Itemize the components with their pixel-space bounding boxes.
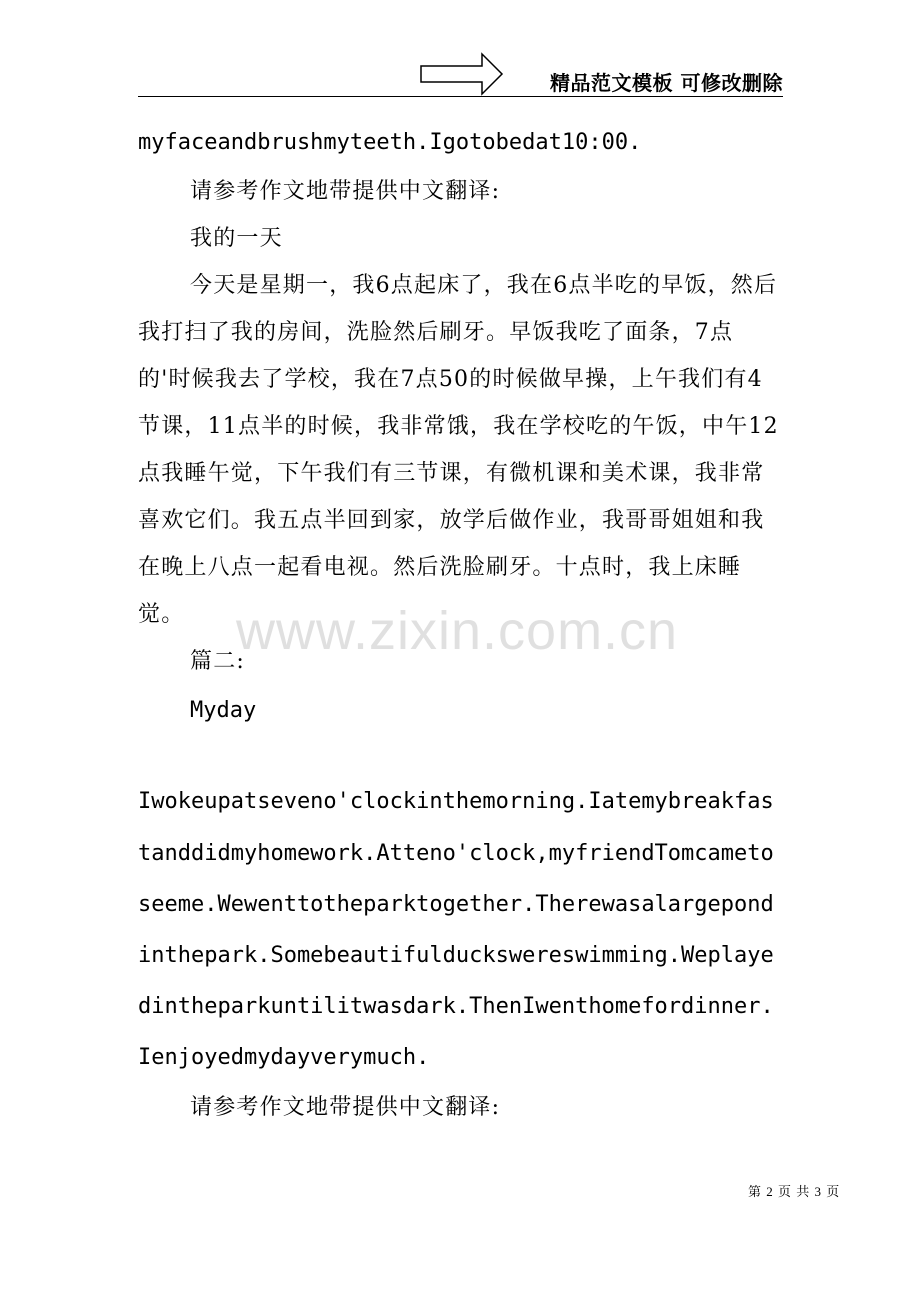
page-number: 第 2 页 共 3 页 xyxy=(748,1184,841,1199)
paragraph-gap xyxy=(138,736,783,776)
paragraph: Iwokeupatseveno'clockinthemorning.Iatemybreakfastanddidmyhomework.Atteno'clock,myfriendTomcametoseeme.Wewenttotheparktogether.Therewasalargepondinthepark.Somebeautifulduckswereswimming.Weplayedintheparkuntilitwasdark.ThenIwenthomefordinner.Ienjoyedmydayverymuch. xyxy=(138,789,774,1071)
paragraph: myfaceandbrushmyteeth.Igotobedat10:00. xyxy=(138,130,642,155)
paragraph: 我的一天 xyxy=(190,226,283,252)
paragraph: 请参考作文地带提供中文翻译: xyxy=(190,179,501,205)
paragraph: 今天是星期一，我6点起床了，我在6点半吃的早饭，然后我打扫了我的房间，洗脸然后刷牙。早饭我吃了面条，7点的'时候我去了学校，我在7点50的时候做早操，上午我们有4节课，11点半的时候，我非常饿，我在学校吃的午饭，中午12点我睡午觉，下午我们有三节课，有微机课和美术课，我非常喜欢它们。我五点半回到家，放学后做作业，我哥哥姐姐和我在晚上八点一起看电视。然后洗脸刷牙。十点时，我上床睡觉。 xyxy=(138,273,779,628)
paragraph: Myday xyxy=(190,698,257,724)
arrow-right-icon xyxy=(420,52,504,96)
paragraph: 请参考作文地带提供中文翻译: xyxy=(190,1094,501,1120)
header-divider xyxy=(138,96,783,97)
paragraph: 篇二: xyxy=(190,649,246,675)
watermark: www.zixin.com.cn xyxy=(236,601,679,661)
page-header xyxy=(138,50,783,98)
header-title: 精品范文模板 可修改删除 xyxy=(550,71,783,95)
